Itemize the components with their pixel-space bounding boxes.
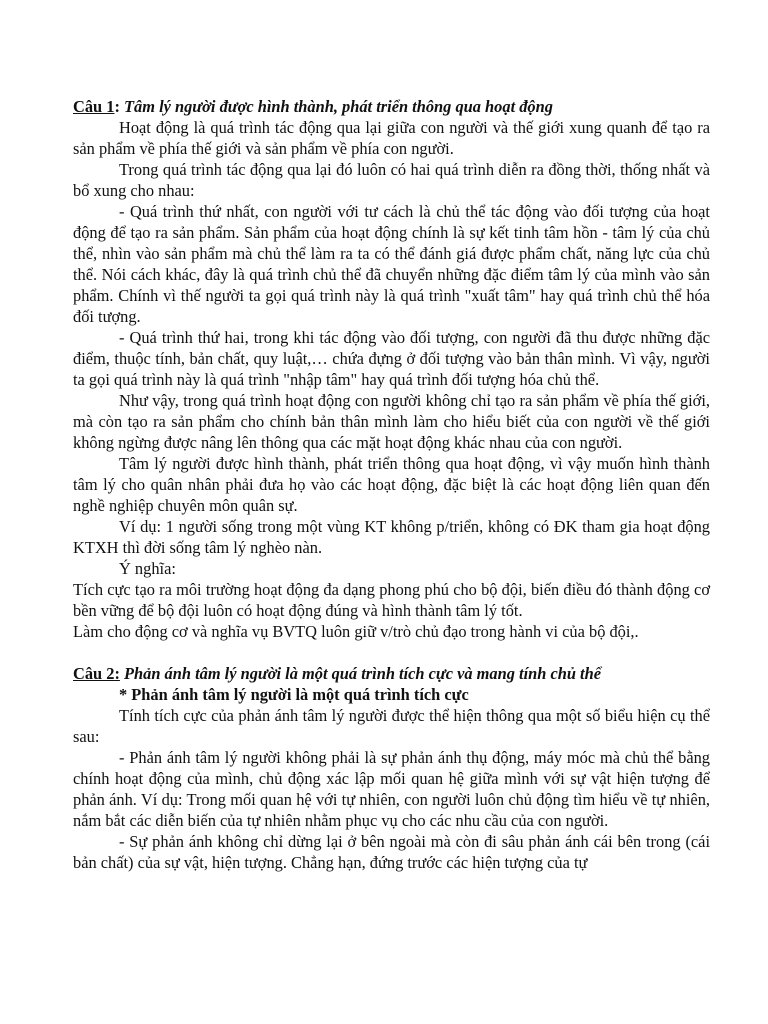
q1-paragraph-10: Làm cho động cơ và nghĩa vụ BVTQ luôn giữ v/trò chủ đạo trong hành vi của bộ đội,.	[73, 622, 639, 641]
q1-paragraph-7: Ví dụ: 1 người sống trong một vùng KT không p/triển, không có ĐK tham gia hoạt động KTXH thì đời sống tâm lý nghèo nàn.	[73, 517, 710, 557]
q1-label: Câu 1	[73, 97, 115, 116]
q1-title: Tâm lý người được hình thành, phát triển thông qua hoạt động	[124, 97, 553, 116]
q1-colon: :	[114, 97, 125, 116]
section-gap	[73, 642, 710, 663]
q2-paragraph-1: Tính tích cực của phản ánh tâm lý người được thể hiện thông qua một số biểu hiện cụ thể sau:	[73, 706, 710, 746]
q1-paragraph-8: Ý nghĩa:	[119, 559, 176, 578]
q1-paragraph-4: - Quá trình thứ hai, trong khi tác động vào đối tượng, con người đã thu được những đặc điểm, thuộc tính, bản chất, quy luật,… chứa đựng ở đối tượng vào bản thân mình. Vì vậy, người ta gọi quá trình này là quá trình "nhập tâm" hay quá trình đối tượng hóa chủ thể.	[73, 328, 710, 389]
q1-paragraph-5: Như vậy, trong quá trình hoạt động con người không chỉ tạo ra sản phẩm về phía thế giới, mà còn tạo ra sản phẩm cho chính bản thân mình làm cho hiểu biết của con người về thế giới không ngừng được nâng lên thông qua các mặt hoạt động khác nhau của con người.	[73, 391, 710, 452]
q2-subheading: * Phản ánh tâm lý người là một quá trình tích cực	[119, 685, 469, 704]
q2-paragraph-2: - Phản ánh tâm lý người không phải là sự phản ánh thụ động, máy móc mà chủ thể bằng chính hoạt động của mình, chủ động xác lập mối quan hệ giữa mình với sự vật hiện tượng để phản ánh. Ví dụ: Trong mối quan hệ với tự nhiên, con người luôn chủ động tìm hiểu về tự nhiên, nắm bắt các diễn biến của tự nhiên nhằm phục vụ cho các nhu cầu của con người.	[73, 748, 710, 830]
q1-paragraph-3: - Quá trình thứ nhất, con người với tư cách là chủ thể tác động vào đối tượng của hoạt động để tạo ra sản phẩm. Sản phẩm của hoạt động chính là sự kết tinh tâm hồn - tâm lý của chủ thể, nhìn vào sản phẩm mà chủ thể làm ra ta có thể đánh giá được phẩm chất, năng lực của chủ thể. Nói cách khác, đây là quá trình chủ thể đã chuyển những đặc điểm tâm lý của mình vào sản phẩm. Chính vì thế người ta gọi quá trình này là quá trình "xuất tâm" hay quá trình chủ thể hóa đối tượng.	[73, 202, 710, 326]
q1-paragraph-9: Tích cực tạo ra môi trường hoạt động đa dạng phong phú cho bộ đội, biến điều đó thành động cơ bền vững để bộ đội luôn có hoạt động đúng và hình thành tâm lý tốt.	[73, 580, 710, 620]
q1-heading	[73, 96, 710, 117]
q2-paragraph-3: - Sự phản ánh không chỉ dừng lại ở bên ngoài mà còn đi sâu phản ánh cái bên trong (cái bản chất) của sự vật, hiện tượng. Chẳng hạn, đứng trước các hiện tượng của tự	[73, 832, 710, 872]
q1-paragraph-1: Hoạt động là quá trình tác động qua lại giữa con người và thế giới xung quanh để tạo ra sản phẩm về phía thế giới và sản phẩm về phía con người.	[73, 118, 710, 158]
q2-title: Phản ánh tâm lý người là một quá trình tích cực và mang tính chủ thể	[119, 664, 601, 683]
q1-paragraph-2: Trong quá trình tác động qua lại đó luôn có hai quá trình diễn ra đồng thời, thống nhất và bổ xung cho nhau:	[73, 160, 710, 200]
q2-heading	[73, 663, 710, 684]
q2-label: Câu 2:	[73, 664, 120, 683]
q1-paragraph-6: Tâm lý người được hình thành, phát triển thông qua hoạt động, vì vậy muốn hình thành tâm lý cho quân nhân phải đưa họ vào các hoạt động, đặc biệt là các hoạt động liên quan đến nghề nghiệp chuyên môn quân sự.	[73, 454, 710, 515]
